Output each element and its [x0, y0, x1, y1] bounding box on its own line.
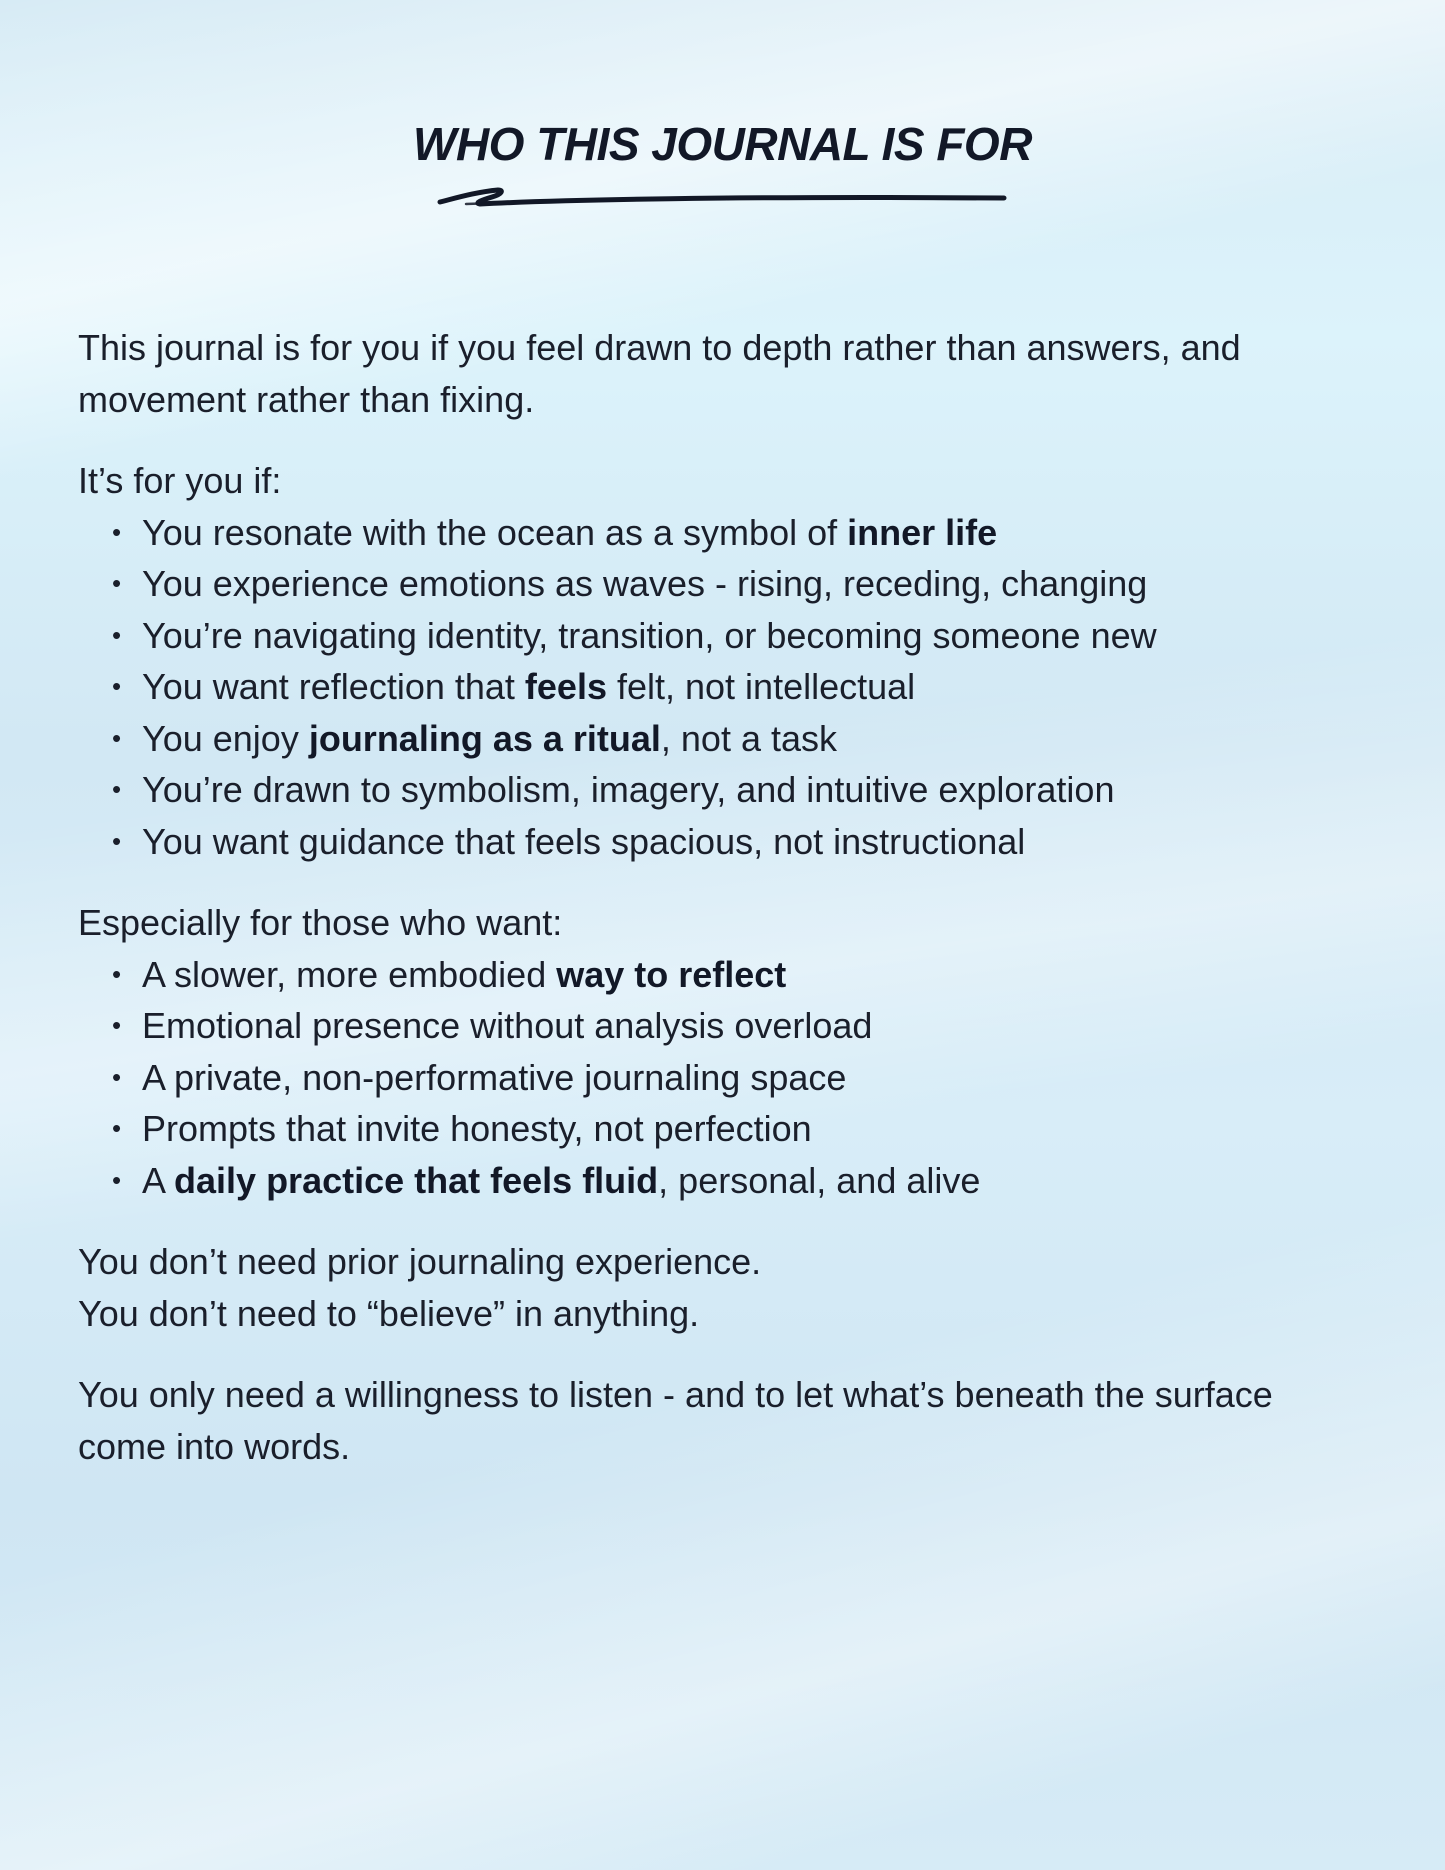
no-belief-line: You don’t need to “believe” in anything. — [78, 1292, 700, 1334]
list-item: • Prompts that invite honesty, not perfection — [112, 1103, 1378, 1155]
list-item: • You’re drawn to symbolism, imagery, and intuitive exploration — [112, 764, 1378, 816]
list-item: • You want guidance that feels spacious, not instructional — [112, 816, 1378, 868]
page-title: WHO THIS JOURNAL IS FOR — [413, 118, 1032, 170]
list-item: • A private, non-performative journaling space — [112, 1052, 1378, 1104]
no-experience-line: You don’t need prior journaling experience. — [78, 1241, 762, 1282]
page-header — [0, 112, 1445, 176]
brush-underline — [436, 178, 1010, 212]
list-item: • You resonate with the ocean as a symbol of inner life — [112, 507, 1378, 559]
list-item: • A slower, more embodied way to reflect — [112, 949, 1378, 1001]
especially-heading: Especially for those who want: — [78, 902, 563, 943]
list-item: • You’re navigating identity, transition, or becoming someone new — [112, 610, 1378, 662]
list-item: • A daily practice that feels fluid, personal, and alive — [112, 1155, 1378, 1207]
intro-paragraph: This journal is for you if you feel drawn to depth rather than answers, and movement rather than fixing. — [78, 327, 1241, 420]
page-content — [78, 322, 1378, 1472]
list-item: • Emotional presence without analysis overload — [112, 1000, 1378, 1052]
list-item: • You enjoy journaling as a ritual, not a task — [112, 713, 1378, 765]
closing-paragraph: You only need a willingness to listen - and to let what’s beneath the surface come into words. — [78, 1374, 1273, 1467]
list-item: • You experience emotions as waves - rising, receding, changing — [112, 558, 1378, 610]
list-item: • You want reflection that feels felt, not intellectual — [112, 661, 1378, 713]
especially-list — [78, 949, 1378, 1207]
for-you-list — [78, 507, 1378, 868]
for-you-heading: It’s for you if: — [78, 460, 282, 501]
